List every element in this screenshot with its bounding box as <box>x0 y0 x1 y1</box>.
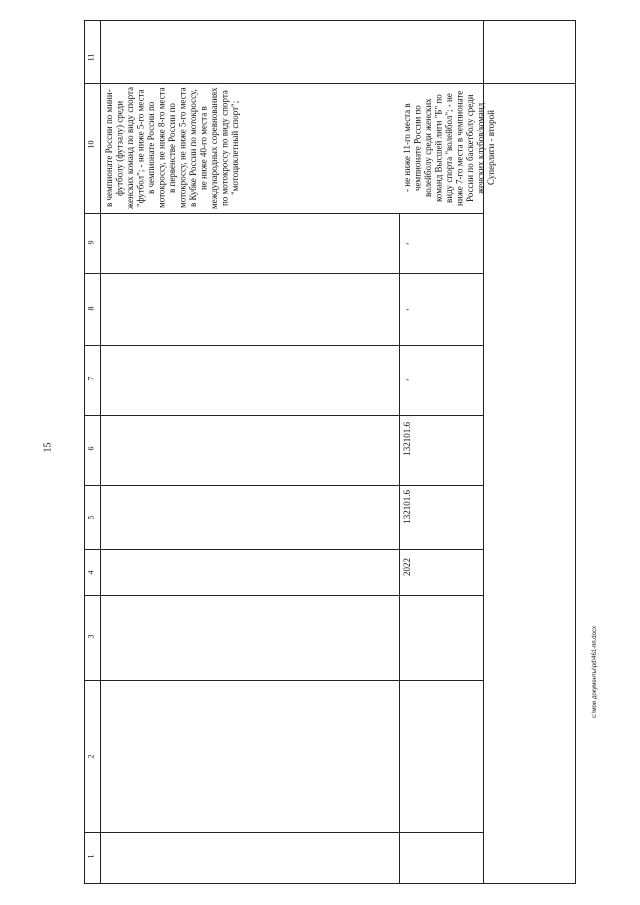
col-boundary-1-end <box>84 832 483 833</box>
column-number-9: 9 <box>86 240 96 245</box>
table-border-right <box>84 20 576 21</box>
col-boundary-5-4 <box>84 485 483 486</box>
row2-col7-value: - <box>406 374 409 384</box>
row2-col10-text: - не ниже 11-го места в чемпионате России по волейболу среди женских команд Высшей лиги "Б" по виду спорта "волейбол"; - не ниже 7-го места в чемпионате России по баскетболу среди женских клубов/команд Суперлиги - второй <box>402 90 496 206</box>
header-separator <box>100 20 101 884</box>
column-number-10: 10 <box>86 140 96 149</box>
row2-col5-value: 132101.6 <box>402 490 412 524</box>
table-border-top <box>84 20 85 884</box>
column-number-6: 6 <box>86 446 96 451</box>
page-number: 15 <box>42 442 54 453</box>
col-boundary-7-6 <box>84 345 483 346</box>
col-boundary-3-2 <box>84 595 483 596</box>
column-number-3: 3 <box>86 634 96 639</box>
column-number-4: 4 <box>86 570 96 575</box>
row1-col10-text: в чемпионате России по мини-футболу (футзалу) среди женских команд по виду спорта "футбол"; - не ниже 5-го места в чемпионате России по мотокроссу, не ниже 8-го места в первенстве России по мотокроссу, не ниже 5-го места в Кубке России по мотокроссу, не ниже 40-го места в международных соревнованиях по мотокроссу по виду спорта "мотоциклетный спорт"; <box>104 86 240 210</box>
column-number-7: 7 <box>86 376 96 381</box>
col-boundary-8-7 <box>84 273 483 274</box>
col-boundary-9-8 <box>84 213 483 214</box>
col-boundary-6-5 <box>84 415 483 416</box>
row2-col8-value: - <box>406 304 409 314</box>
column-number-8: 8 <box>86 306 96 311</box>
row2-col6-value: 132101.6 <box>402 422 412 456</box>
col-boundary-2-1 <box>84 680 483 681</box>
column-number-5: 5 <box>86 515 96 520</box>
footer-file-path: c:\мои документы\pd\461-пп.docx <box>592 626 598 718</box>
row2-col9-value: - <box>406 238 409 248</box>
table-border-bottom <box>575 20 576 884</box>
col-boundary-10-9 <box>84 83 576 84</box>
column-number-11: 11 <box>86 53 96 62</box>
row2-year: 2022 <box>402 558 412 576</box>
column-number-1: 1 <box>86 854 96 859</box>
col-boundary-4-3 <box>84 549 483 550</box>
table-border-left <box>84 883 576 884</box>
column-number-2: 2 <box>86 754 96 759</box>
rotated-table <box>84 20 576 884</box>
